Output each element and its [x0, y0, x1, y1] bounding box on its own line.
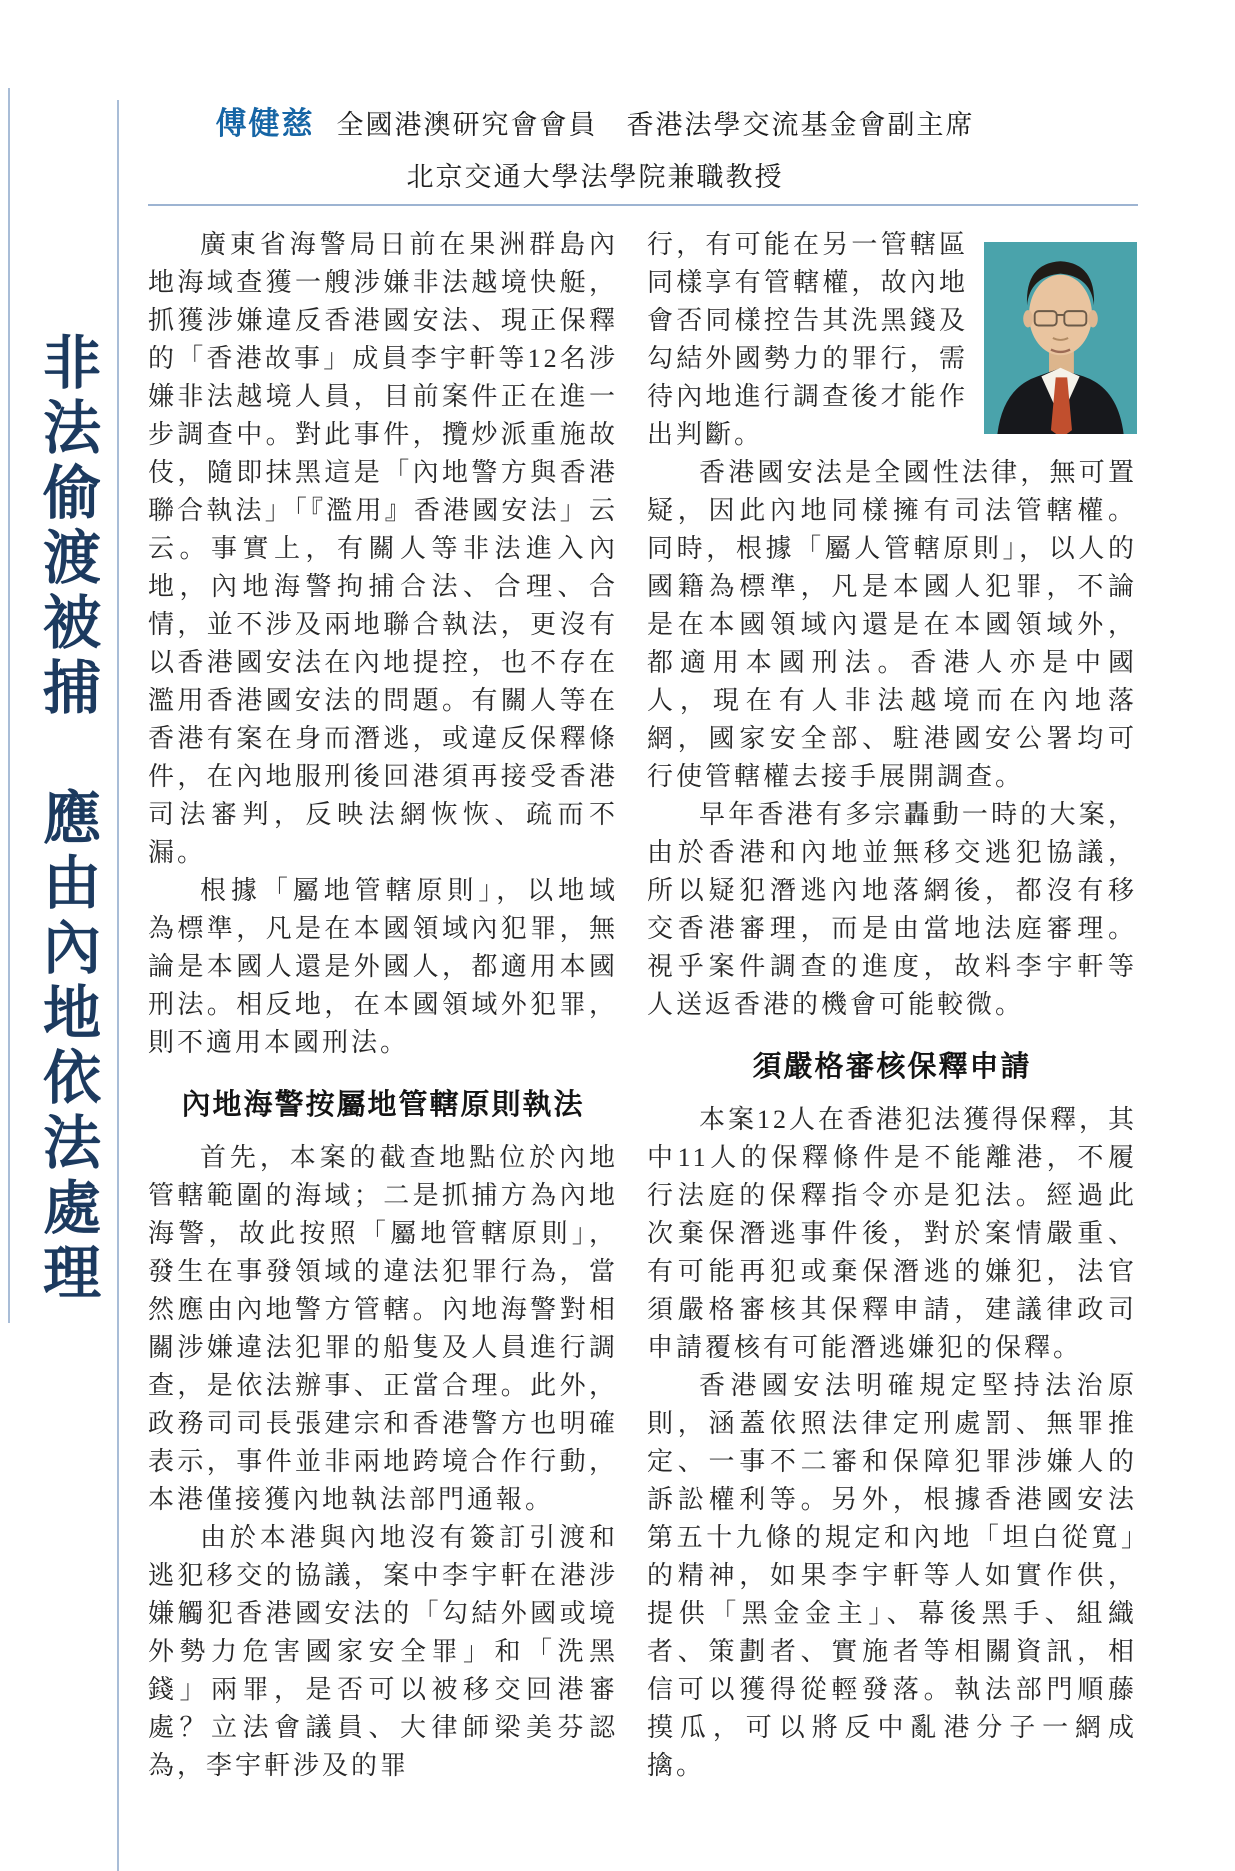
portrait-photo-graphic [984, 242, 1137, 434]
paragraph: 早年香港有多宗轟動一時的大案，由於香港和內地並無移交逃犯協議，所以疑犯潛逃內地落網後，都沒有移交香港審理，而是由當地法庭審理。視乎案件調查的進度，故料李宇軒等人送返香港的機會可能較微。 [647, 800, 1137, 1019]
paragraph: 行，有可能在另一管轄區同樣享有管轄權，故內地會否同樣控告其洗黑錢及勾結外國勢力的罪行，需待內地進行調查後才能作出判斷。 [647, 230, 968, 449]
section-heading-1: 內地海警按屬地管轄原則執法 [181, 1089, 585, 1121]
author-title-secondary: 北京交通大學法學院兼職教授 [406, 162, 784, 192]
headline-divider-rule [117, 100, 119, 1871]
paragraph: 根據「屬地管轄原則」，以地域為標準，凡是在本國領域內犯罪，無論是本國人還是外國人，都適用本國刑法。相反地，在本國領域外犯罪，則不適用本國刑法。 [148, 876, 618, 1057]
paragraph: 由於本港與內地沒有簽訂引渡和逃犯移交的協議，案中李宇軒在港涉嫌觸犯香港國安法的「勾結外國或境外勢力危害國家安全罪」和「洗黑錢」兩罪，是否可以被移交回港審處？立法會議員、大律師梁美芬認為，李宇軒涉及的罪 [148, 1523, 618, 1780]
section-heading-2: 須嚴格審核保釋申請 [752, 1051, 1032, 1083]
byline [190, 98, 1000, 194]
vertical-headline: 非法偷渡被捕 應由內地依法處理 [34, 332, 99, 1307]
paragraph: 香港國安法是全國性法律，無可置疑，因此內地同樣擁有司法管轄權。同時，根據「屬人管轄原則」，以人的國籍為標準，凡是本國人犯罪，不論是在本國領域內還是在本國領域外，都適用本國刑法。香港人亦是中國人，現在有人非法越境而在內地落網，國家安全部、駐港國安公署均可行使管轄權去接手展開調查。 [647, 458, 1137, 791]
portrait-photo [984, 242, 1137, 434]
author-name: 傅健慈 [215, 106, 315, 141]
header-divider-rule [148, 204, 1138, 206]
article-column-1 [148, 226, 618, 1785]
paragraph: 本案12人在香港犯法獲得保釋，其中11人的保釋條件是不能離港，不履行法庭的保釋指令亦是犯法。經過此次棄保潛逃事件後，對於案情嚴重、有可能再犯或棄保潛逃的嫌犯，法官須嚴格審核其保釋申請，建議律政司申請覆核有可能潛逃嫌犯的保釋。 [647, 1105, 1138, 1362]
byline-line-1 [190, 98, 1000, 143]
paragraph: 香港國安法明確規定堅持法治原則，涵蓋依照法律定刑處罰、無罪推定、一事不二審和保障犯罪涉嫌人的訴訟權利等。另外，根據香港國安法第五十九條的規定和內地「坦白從寬」的精神，如果李宇軒等人如實作供，提供「黑金金主」、幕後黑手、組織者、策劃者、實施者等相關資訊，相信可以獲得從輕發落。執法部門順藤摸瓜，可以將反中亂港分子一網成擒。 [647, 1371, 1137, 1780]
article-column-2 [647, 226, 1137, 1785]
paragraph: 廣東省海警局日前在果洲群島內地海域查獲一艘涉嫌非法越境快艇，抓獲涉嫌違反香港國安法、現正保釋的「香港故事」成員李宇軒等12名涉嫌非法越境人員，目前案件正在進一步調查中。對此事件，攬炒派重施故伎，隨即抹黑這是「內地警方與香港聯合執法」「『濫用』香港國安法」云云。事實上，有關人等非法進入內地，內地海警拘捕合法、合理、合情，並不涉及兩地聯合執法，更沒有以香港國安法在內地提控，也不存在濫用香港國安法的問題。有關人等在香港有案在身而潛逃，或違反保釋條件，在內地服刑後回港須再接受香港司法審判，反映法網恢恢、疏而不漏。 [148, 230, 618, 867]
paragraph: 首先，本案的截查地點位於內地管轄範圍的海域；二是抓捕方為內地海警，故此按照「屬地管轄原則」，發生在事發領域的違法犯罪行為，當然應由內地警方管轄。內地海警對相關涉嫌違法犯罪的船隻及人員進行調查，是依法辦事、正當合理。此外，政務司司長張建宗和香港警方也明確表示，事件並非兩地跨境合作行動，本港僅接獲內地執法部門通報。 [148, 1143, 618, 1514]
author-titles: 全國港澳研究會會員 香港法學交流基金會副主席 [336, 110, 975, 140]
left-edge-rule [8, 88, 10, 1323]
